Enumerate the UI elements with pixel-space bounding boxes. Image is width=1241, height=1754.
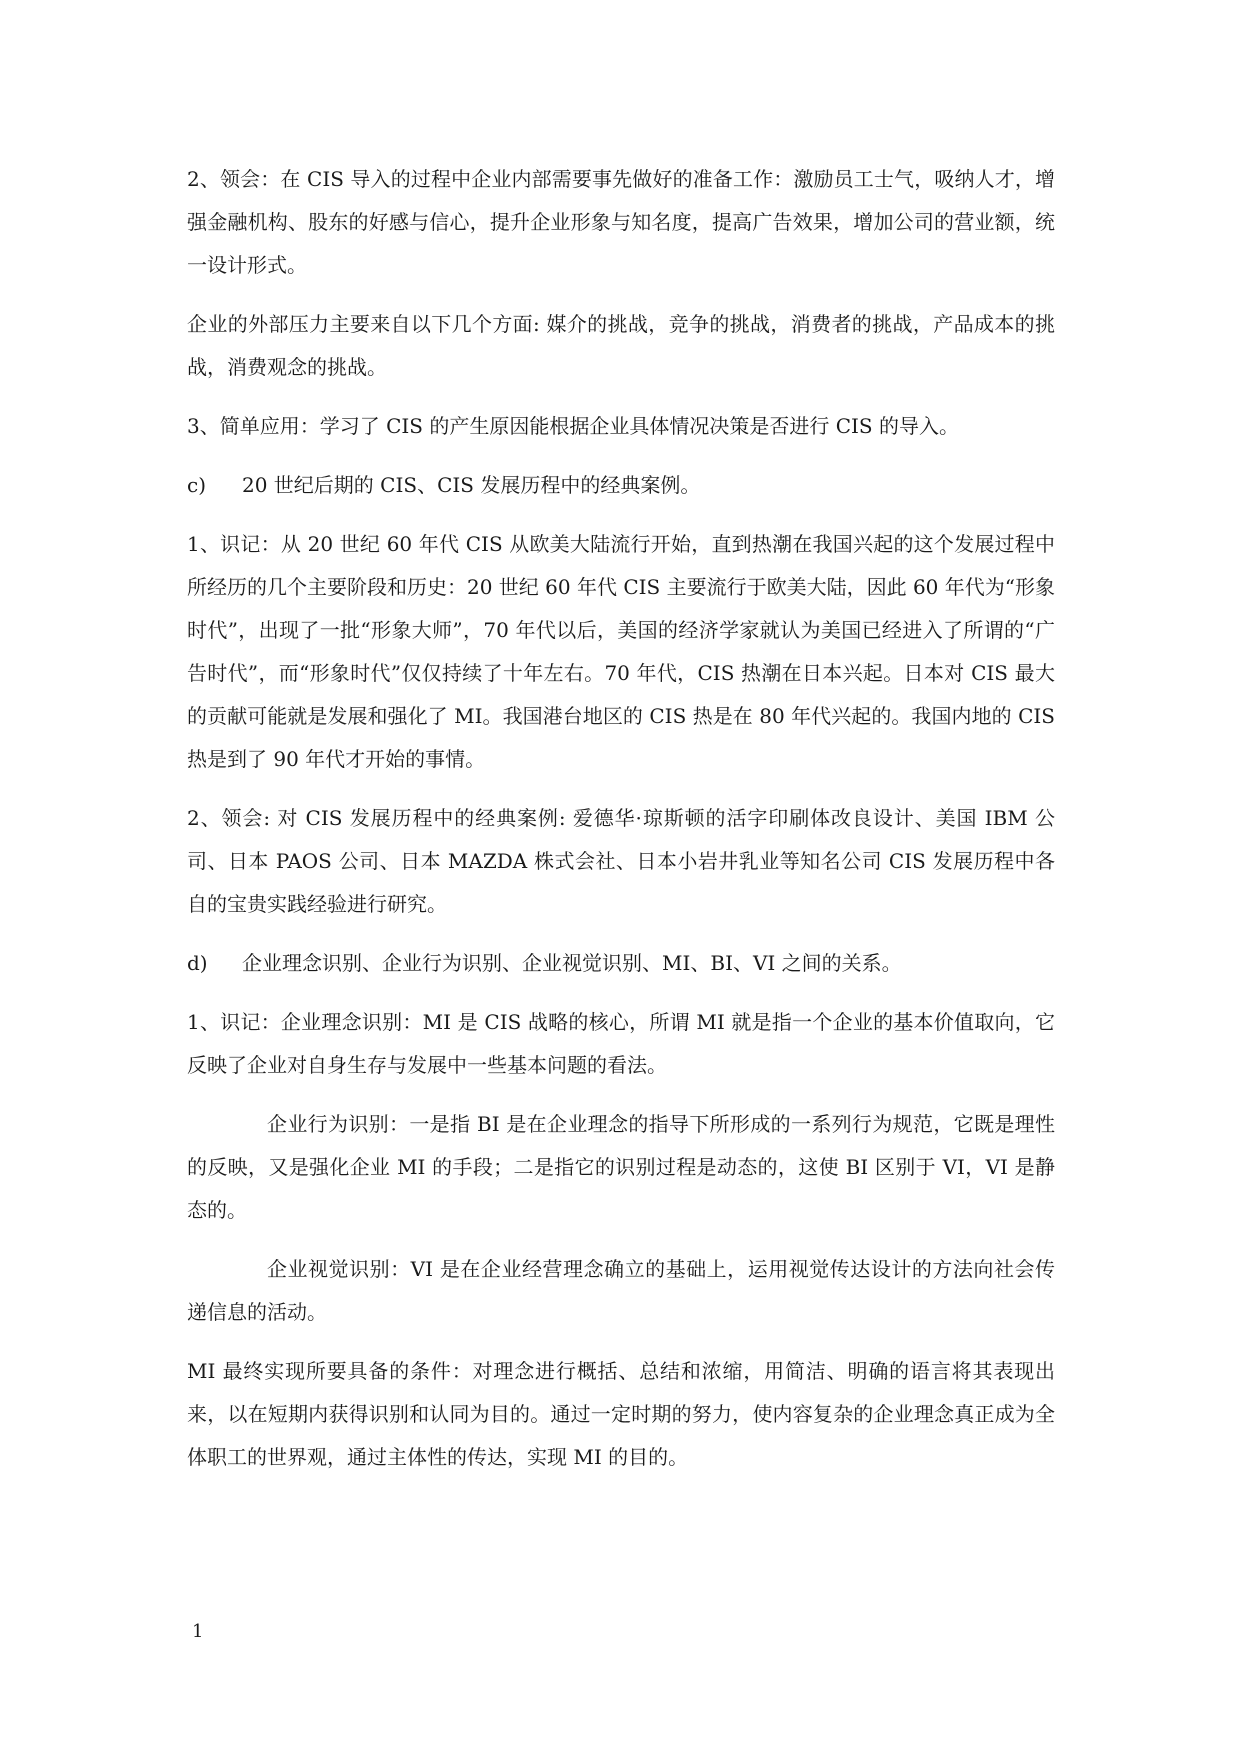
list-marker-c: c)	[187, 473, 207, 497]
paragraph-gap	[187, 1232, 1055, 1248]
paragraph-gap	[187, 507, 1055, 523]
paragraph-simple-application: 3、简单应用：学习了 CIS 的产生原因能根据企业具体情况决策是否进行 CIS 的导入。	[187, 414, 959, 438]
paragraph-external-pressure: 企业的外部压力主要来自以下几个方面: 媒介的挑战，竞争的挑战，消费者的挑战，产品成本的挑战，消费观念的挑战。	[187, 312, 1055, 379]
paragraph-gap	[187, 287, 1055, 303]
paragraph-gap	[187, 448, 1055, 464]
list-item-d	[187, 942, 1055, 985]
list-marker-d: d)	[187, 951, 208, 975]
paragraph-comprehension-cis-preparation: 2、领会：在 CIS 导入的过程中企业内部需要事先做好的准备工作：激励员工士气，吸纳人才，增强金融机构、股东的好感与信心，提升企业形象与知名度，提高广告效果，增加公司的营业额，统一设计形式。	[187, 167, 1055, 277]
list-item-c	[187, 464, 1055, 507]
paragraph-gap	[187, 1334, 1055, 1350]
page-number: 1	[192, 1621, 204, 1642]
paragraph-gap	[187, 985, 1055, 1001]
document-body	[187, 158, 1055, 1479]
paragraph-gap	[187, 389, 1055, 405]
paragraph-classic-cases: 2、领会: 对 CIS 发展历程中的经典案例: 爱德华·琼斯顿的活字印刷体改良设计、美国 IBM 公司、日本 PAOS 公司、日本 MAZDA 株式会社、日本小岩井乳业等知名公司 CIS 发展历程中各自的宝贵实践经验进行研究。	[187, 806, 1055, 916]
list-item-d-text: 企业理念识别、企业行为识别、企业视觉识别、MI、BI、VI 之间的关系。	[242, 951, 902, 975]
paragraph-bi-definition: 企业行为识别：一是指 BI 是在企业理念的指导下所形成的一系列行为规范，它既是理性的反映，又是强化企业 MI 的手段；二是指它的识别过程是动态的，这使 BI 区别于 VI，VI 是静态的。	[187, 1112, 1055, 1222]
paragraph-vi-definition: 企业视觉识别：VI 是在企业经营理念确立的基础上，运用视觉传达设计的方法向社会传递信息的活动。	[187, 1257, 1055, 1324]
paragraph-gap	[187, 781, 1055, 797]
list-item-c-text: 20 世纪后期的 CIS、CIS 发展历程中的经典案例。	[242, 473, 701, 497]
paragraph-cis-history: 1、识记：从 20 世纪 60 年代 CIS 从欧美大陆流行开始，直到热潮在我国兴起的这个发展过程中所经历的几个主要阶段和历史：20 世纪 60 年代 CIS 主要流行于欧美大陆，因此 60 年代为“形象时代”，出现了一批“形象大师”，70 年代以后，美国的经济学家就认为美国已经进入了所谓的“广告时代”，而“形象时代”仅仅持续了十年左右。70 年代，CIS 热潮在日本兴起。日本对 CIS 最大的贡献可能就是发展和强化了 MI。我国港台地区的 CIS 热是在 80 年代兴起的。我国内地的 CIS 热是到了 90 年代才开始的事情。	[187, 532, 1055, 771]
paragraph-mi-conditions: MI 最终实现所要具备的条件：对理念进行概括、总结和浓缩，用简洁、明确的语言将其表现出来，以在短期内获得识别和认同为目的。通过一定时期的努力，使内容复杂的企业理念真正成为全体职工的世界观，通过主体性的传达，实现 MI 的目的。	[187, 1359, 1055, 1469]
paragraph-gap	[187, 1087, 1055, 1103]
paragraph-gap	[187, 926, 1055, 942]
paragraph-mi-definition: 1、识记：企业理念识别：MI 是 CIS 战略的核心，所谓 MI 就是指一个企业的基本价值取向，它反映了企业对自身生存与发展中一些基本问题的看法。	[187, 1010, 1055, 1077]
